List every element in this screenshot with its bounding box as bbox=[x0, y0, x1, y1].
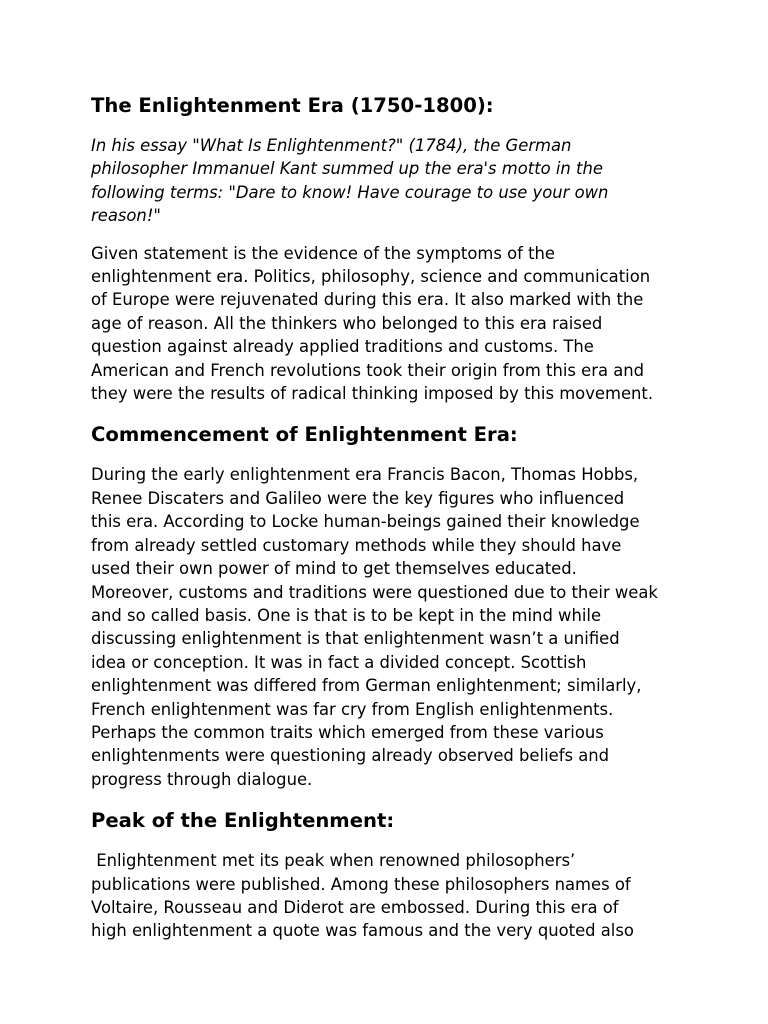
text-line: enlightenments were questioning already observed beliefs and bbox=[91, 746, 610, 766]
text-line: reason!" bbox=[91, 206, 161, 226]
text-line: of Europe were rejuvenated during this era. It also marked with the bbox=[91, 290, 644, 310]
text-line: Renee Discaters and Galileo were the key figures who influenced bbox=[91, 488, 625, 508]
text-line: and so called basis. One is that is to be kept in the mind while bbox=[91, 605, 602, 625]
text-line: Voltaire, Rousseau and Diderot are embossed. During this era of bbox=[91, 897, 619, 917]
text-line: During the early enlightenment era Francis Bacon, Thomas Hobbs, bbox=[91, 465, 639, 485]
text-line: age of reason. All the thinkers who belonged to this era raised bbox=[91, 313, 603, 333]
text-line: high enlightenment a quote was famous and the very quoted also bbox=[91, 921, 634, 941]
text-line: question against already applied traditions and customs. The bbox=[91, 337, 594, 357]
text-line: enlightenment was differed from German enlightenment; similarly, bbox=[91, 676, 642, 696]
text-line: discussing enlightenment is that enlightenment wasn’t a unified bbox=[91, 629, 620, 649]
text-line: French enlightenment was far cry from English enlightenments. bbox=[91, 699, 614, 719]
section-heading-peak: Peak of the Enlightenment: bbox=[91, 809, 395, 833]
document-page bbox=[91, 93, 691, 943]
text-line: used their own power of mind to get themselves educated. bbox=[91, 559, 577, 579]
text-line: philosopher Immanuel Kant summed up the era's motto in the bbox=[91, 159, 603, 179]
text-line: from already settled customary methods while they should have bbox=[91, 535, 622, 555]
peak-paragraph bbox=[91, 849, 691, 943]
kant-quote-paragraph bbox=[91, 134, 691, 228]
commencement-paragraph bbox=[91, 463, 691, 791]
text-line: publications were published. Among these philosophers names of bbox=[91, 874, 631, 894]
section-heading-commencement: Commencement of Enlightenment Era: bbox=[91, 423, 518, 447]
text-line: following terms: "Dare to know! Have courage to use your own bbox=[91, 182, 609, 202]
text-line: American and French revolutions took their origin from this era and bbox=[91, 360, 645, 380]
text-line: they were the results of radical thinking imposed by this movement. bbox=[91, 384, 654, 404]
text-line: Moreover, customs and traditions were questioned due to their weak bbox=[91, 582, 658, 602]
intro-paragraph bbox=[91, 242, 691, 406]
text-line: enlightenment era. Politics, philosophy, science and communication bbox=[91, 267, 651, 287]
text-line: Perhaps the common traits which emerged from these various bbox=[91, 722, 604, 742]
text-line: this era. According to Locke human-beings gained their knowledge bbox=[91, 512, 640, 532]
text-line: Enlightenment met its peak when renowned philosophers’ bbox=[91, 851, 576, 871]
text-line: In his essay "What Is Enlightenment?" (1784), the German bbox=[91, 136, 572, 155]
text-line: progress through dialogue. bbox=[91, 769, 313, 789]
page-title: The Enlightenment Era (1750-1800): bbox=[91, 94, 494, 117]
text-line: Given statement is the evidence of the symptoms of the bbox=[91, 243, 555, 263]
text-line: idea or conception. It was in fact a divided concept. Scottish bbox=[91, 652, 587, 672]
